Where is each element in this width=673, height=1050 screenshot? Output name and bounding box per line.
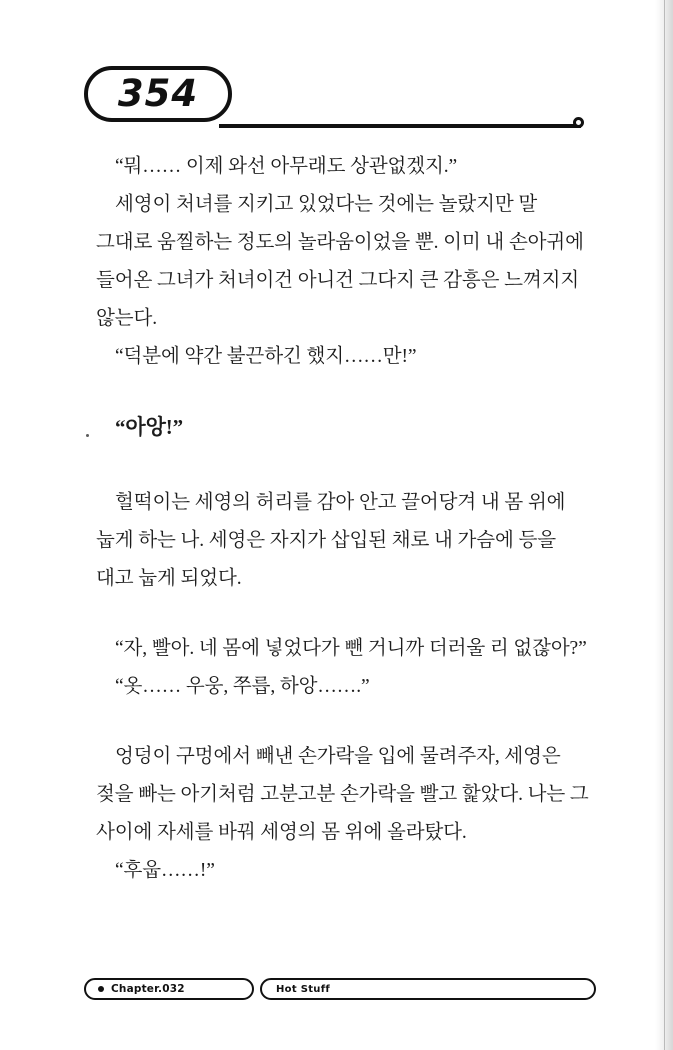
dot-icon (98, 986, 104, 992)
header-rule (219, 124, 581, 128)
paragraph: 세영이 처녀를 지키고 있었다는 것에는 놀랐지만 말 그대로 움찔하는 정도의 놀라움이었을 뿐. 이미 내 손아귀에 들어온 그녀가 처녀이건 아니건 그다지 큰 감흥은 느껴지지 않는다. (96, 194, 584, 329)
footer-chapter-box (84, 978, 254, 1000)
footer-title-box (260, 978, 596, 1000)
paragraph: “아앙!” (115, 415, 184, 439)
paragraph: “덕분에 약간 불끈하긴 했지……만!” (115, 346, 417, 367)
page-number-badge (84, 66, 232, 122)
page-footer (84, 978, 596, 1002)
ink-speck (86, 434, 89, 437)
paragraph: “옷…… 우웅, 쭈릅, 하앙…….” (115, 676, 370, 697)
page-number: 354 (117, 71, 199, 115)
page-body (96, 148, 594, 890)
paragraph: “자, 빨아. 네 몸에 넣었다가 뺀 거니까 더러울 리 없잖아?” (115, 638, 587, 659)
paragraph: “후웁……!” (115, 860, 215, 881)
footer-chapter-label: Chapter.032 (111, 983, 185, 995)
footer-title-label: Hot Stuff (276, 983, 331, 995)
paragraph: “뭐…… 이제 와선 아무래도 상관없겠지.” (115, 156, 458, 177)
page-edge-line (664, 0, 665, 1050)
paragraph: 엉덩이 구멍에서 빼낸 손가락을 입에 물려주자, 세영은 젖을 빠는 아기처럼 고분고분 손가락을 빨고 핥았다. 나는 그 사이에 자세를 바꿔 세영의 몸 위에 올라탔다. (96, 746, 589, 843)
circle-outline-icon (573, 117, 584, 128)
paragraph: 헐떡이는 세영의 허리를 감아 안고 끌어당겨 내 몸 위에 눕게 하는 나. 세영은 자지가 삽입된 채로 내 가슴에 등을 대고 눕게 되었다. (96, 492, 566, 589)
page-header (84, 66, 589, 136)
